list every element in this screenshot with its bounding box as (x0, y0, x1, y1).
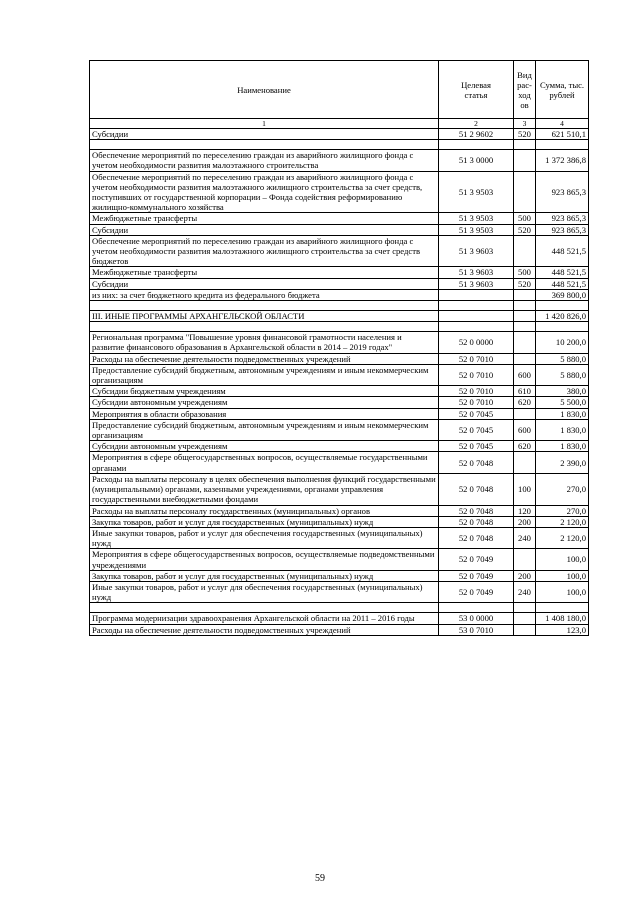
table-row (90, 441, 589, 452)
empty-cell (536, 301, 589, 311)
empty-cell (536, 603, 589, 613)
amount-cell: 100,0 (536, 549, 589, 570)
expense-type-cell (514, 235, 536, 267)
empty-cell (439, 301, 514, 311)
table-row (90, 235, 589, 267)
column-number: 1 (90, 119, 439, 129)
name-cell: Обеспечение мероприятий по переселению граждан из аварийного жилищного фонда с учетом необходимости развития малоэтажного строительства (90, 150, 439, 171)
amount-cell: 448 521,5 (536, 235, 589, 267)
table-row (90, 311, 589, 322)
code-cell: 52 0 7010 (439, 353, 514, 364)
empty-cell (90, 301, 439, 311)
amount-cell: 2 120,0 (536, 527, 589, 548)
code-cell: 52 0 7048 (439, 473, 514, 505)
table-row (90, 397, 589, 408)
amount-cell: 5 880,0 (536, 364, 589, 385)
amount-cell: 100,0 (536, 570, 589, 581)
expense-type-cell (514, 171, 536, 213)
amount-cell: 270,0 (536, 473, 589, 505)
expense-type-cell (514, 311, 536, 322)
amount-cell: 1 830,0 (536, 419, 589, 440)
amount-cell: 10 200,0 (536, 332, 589, 353)
amount-cell: 923 865,3 (536, 171, 589, 213)
code-cell: 53 0 0000 (439, 613, 514, 624)
code-cell: 52 0 7010 (439, 364, 514, 385)
empty-cell (514, 322, 536, 332)
amount-cell: 100,0 (536, 581, 589, 602)
name-cell: Региональная программа "Повышение уровня финансовой грамотности населения и развитие финансового образования в Архангельской области в 2014 – 2019 годах" (90, 332, 439, 353)
table-row (90, 516, 589, 527)
code-cell: 51 3 9503 (439, 224, 514, 235)
code-cell: 53 0 7010 (439, 624, 514, 635)
name-cell: Обеспечение мероприятий по переселению граждан из аварийного жилищного фонда с учетом необходимости развития малоэтажного жилищного строительства за счет средств, поступивших от государственной корпорации – Фонда содействия реформированию жилищно-коммунального хозяйства (90, 171, 439, 213)
table-row (90, 267, 589, 278)
expense-type-cell: 100 (514, 473, 536, 505)
expense-type-cell: 200 (514, 516, 536, 527)
expense-type-cell (514, 408, 536, 419)
expense-type-cell: 520 (514, 278, 536, 289)
name-cell: Расходы на выплаты персоналу государственных (муниципальных) органов (90, 505, 439, 516)
amount-cell: 1 372 386,8 (536, 150, 589, 171)
code-cell: 51 3 9503 (439, 213, 514, 224)
table-row (90, 570, 589, 581)
spacer-row (90, 322, 589, 332)
table-row (90, 364, 589, 385)
expense-type-cell: 600 (514, 419, 536, 440)
amount-cell: 5 880,0 (536, 353, 589, 364)
expense-type-cell (514, 353, 536, 364)
code-cell: 51 3 9603 (439, 235, 514, 267)
table-row (90, 419, 589, 440)
name-cell: Закупка товаров, работ и услуг для государственных (муниципальных) нужд (90, 516, 439, 527)
table-row (90, 505, 589, 516)
amount-cell: 1 408 180,0 (536, 613, 589, 624)
table-row (90, 332, 589, 353)
table-row (90, 527, 589, 548)
amount-cell: 2 390,0 (536, 452, 589, 473)
expense-type-cell: 120 (514, 505, 536, 516)
code-cell: 52 0 7049 (439, 570, 514, 581)
name-cell: Субсидии автономным учреждениям (90, 397, 439, 408)
name-cell: Программа модернизации здравоохранения Архангельской области на 2011 – 2016 годы (90, 613, 439, 624)
header-type: Вид рас-ходов (514, 61, 536, 119)
table-row (90, 581, 589, 602)
code-cell: 52 0 7048 (439, 516, 514, 527)
header-code: Целевая статья (439, 61, 514, 119)
amount-cell: 621 510,1 (536, 129, 589, 140)
name-cell: Субсидии (90, 129, 439, 140)
spacer-row (90, 140, 589, 150)
expense-type-cell: 610 (514, 386, 536, 397)
table-row (90, 613, 589, 624)
name-cell: из них: за счет бюджетного кредита из федерального бюджета (90, 289, 439, 300)
amount-cell: 923 865,3 (536, 224, 589, 235)
name-cell: Обеспечение мероприятий по переселению граждан из аварийного жилищного фонда с учетом необходимости развития малоэтажного жилищного строительства за счет средств бюджетов (90, 235, 439, 267)
expense-type-cell: 240 (514, 581, 536, 602)
expense-type-cell (514, 624, 536, 635)
empty-cell (514, 301, 536, 311)
table-header (90, 61, 589, 129)
header-sum: Сумма, тыс. рублей (536, 61, 589, 119)
name-cell: Расходы на выплаты персоналу в целях обеспечения выполнения функций государственными (муниципальными) органами, казенными учреждениями, органами управления государственными внебюджетными фондами (90, 473, 439, 505)
code-cell (439, 311, 514, 322)
column-number: 4 (536, 119, 589, 129)
empty-cell (514, 140, 536, 150)
amount-cell: 923 865,3 (536, 213, 589, 224)
name-cell: Межбюджетные трансферты (90, 267, 439, 278)
code-cell: 52 0 7048 (439, 452, 514, 473)
empty-cell (439, 140, 514, 150)
name-cell: Мероприятия в сфере общегосударственных вопросов, осуществляемые подведомственными учреждениями (90, 549, 439, 570)
name-cell: Субсидии бюджетным учреждениям (90, 386, 439, 397)
column-number-row (90, 119, 589, 129)
expense-type-cell (514, 150, 536, 171)
page-number: 59 (315, 873, 325, 884)
name-cell: Субсидии (90, 278, 439, 289)
amount-cell: 369 800,0 (536, 289, 589, 300)
column-number: 3 (514, 119, 536, 129)
code-cell (439, 289, 514, 300)
code-cell: 51 3 9603 (439, 278, 514, 289)
empty-cell (90, 140, 439, 150)
code-cell: 52 0 7048 (439, 527, 514, 548)
name-cell: Мероприятия в сфере общегосударственных вопросов, осуществляемые государственными органами (90, 452, 439, 473)
code-cell: 51 2 9602 (439, 129, 514, 140)
empty-cell (439, 603, 514, 613)
code-cell: 52 0 7049 (439, 581, 514, 602)
table-row (90, 224, 589, 235)
empty-cell (536, 140, 589, 150)
table-row (90, 408, 589, 419)
table-row (90, 549, 589, 570)
name-cell: Межбюджетные трансферты (90, 213, 439, 224)
name-cell: Предоставление субсидий бюджетным, автономным учреждениям и иным некоммерческим организациям (90, 419, 439, 440)
header-name: Наименование (90, 61, 439, 119)
code-cell: 52 0 7045 (439, 441, 514, 452)
table-row (90, 452, 589, 473)
name-cell: Закупка товаров, работ и услуг для государственных (муниципальных) нужд (90, 570, 439, 581)
name-cell: III. ИНЫЕ ПРОГРАММЫ АРХАНГЕЛЬСКОЙ ОБЛАСТИ (90, 311, 439, 322)
table-row (90, 353, 589, 364)
code-cell: 52 0 0000 (439, 332, 514, 353)
expense-type-cell: 520 (514, 129, 536, 140)
amount-cell: 5 500,0 (536, 397, 589, 408)
code-cell: 52 0 7045 (439, 408, 514, 419)
header-row (90, 61, 589, 119)
empty-cell (90, 322, 439, 332)
name-cell: Субсидии (90, 224, 439, 235)
table-row (90, 278, 589, 289)
budget-table (89, 60, 589, 636)
amount-cell: 2 120,0 (536, 516, 589, 527)
table-row (90, 473, 589, 505)
code-cell: 51 3 9503 (439, 171, 514, 213)
expense-type-cell: 500 (514, 213, 536, 224)
amount-cell: 1 830,0 (536, 408, 589, 419)
amount-cell: 1 420 826,0 (536, 311, 589, 322)
empty-cell (439, 322, 514, 332)
expense-type-cell (514, 452, 536, 473)
name-cell: Мероприятия в области образования (90, 408, 439, 419)
amount-cell: 448 521,5 (536, 267, 589, 278)
amount-cell: 380,0 (536, 386, 589, 397)
expense-type-cell (514, 289, 536, 300)
table-row (90, 386, 589, 397)
table-row (90, 150, 589, 171)
spacer-row (90, 603, 589, 613)
name-cell: Иные закупки товаров, работ и услуг для обеспечения государственных (муниципальных) нужд (90, 527, 439, 548)
expense-type-cell: 200 (514, 570, 536, 581)
expense-type-cell: 620 (514, 441, 536, 452)
table-row (90, 171, 589, 213)
name-cell: Расходы на обеспечение деятельности подведомственных учреждений (90, 353, 439, 364)
table-row (90, 213, 589, 224)
name-cell: Предоставление субсидий бюджетным, автономным учреждениям и иным некоммерческим организациям (90, 364, 439, 385)
empty-cell (90, 603, 439, 613)
expense-type-cell: 520 (514, 224, 536, 235)
table-row (90, 289, 589, 300)
expense-type-cell: 500 (514, 267, 536, 278)
expense-type-cell: 240 (514, 527, 536, 548)
expense-type-cell (514, 332, 536, 353)
code-cell: 52 0 7048 (439, 505, 514, 516)
spacer-row (90, 301, 589, 311)
expense-type-cell (514, 549, 536, 570)
name-cell: Расходы на обеспечение деятельности подведомственных учреждений (90, 624, 439, 635)
column-number: 2 (439, 119, 514, 129)
expense-type-cell (514, 613, 536, 624)
table-row (90, 129, 589, 140)
name-cell: Иные закупки товаров, работ и услуг для обеспечения государственных (муниципальных) нужд (90, 581, 439, 602)
table-row (90, 624, 589, 635)
code-cell: 51 3 9603 (439, 267, 514, 278)
table-body (90, 129, 589, 636)
code-cell: 52 0 7010 (439, 397, 514, 408)
code-cell: 52 0 7045 (439, 419, 514, 440)
name-cell: Субсидии автономным учреждениям (90, 441, 439, 452)
amount-cell: 448 521,5 (536, 278, 589, 289)
empty-cell (514, 603, 536, 613)
amount-cell: 123,0 (536, 624, 589, 635)
code-cell: 52 0 7010 (439, 386, 514, 397)
amount-cell: 270,0 (536, 505, 589, 516)
code-cell: 52 0 7049 (439, 549, 514, 570)
amount-cell: 1 830,0 (536, 441, 589, 452)
empty-cell (536, 322, 589, 332)
code-cell: 51 3 0000 (439, 150, 514, 171)
expense-type-cell: 600 (514, 364, 536, 385)
expense-type-cell: 620 (514, 397, 536, 408)
